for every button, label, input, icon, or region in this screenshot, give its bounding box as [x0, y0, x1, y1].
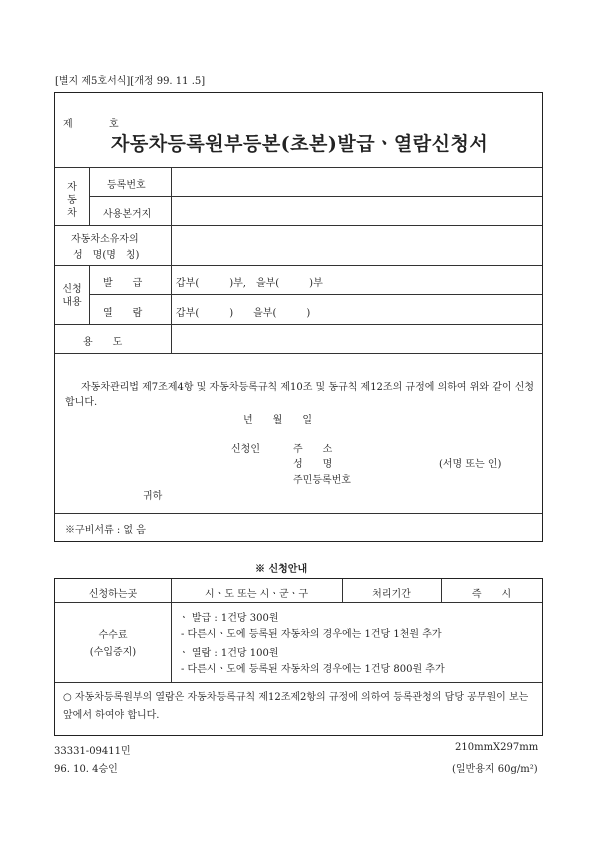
- fee-view-note: - 다른시ㆍ도에 등록된 자동차의 경우에는 1건당 800원 추가: [181, 664, 445, 675]
- resident-number-label: 주민등록번호: [293, 475, 351, 486]
- addressee: 귀하: [143, 491, 163, 502]
- application-form: [54, 92, 543, 542]
- footer-paper: (일반용지 60g/m²): [452, 764, 538, 775]
- issue-value[interactable]: 갑부( )부, 을부( )부: [176, 278, 323, 289]
- form-number-suffix: 호: [109, 119, 119, 130]
- application-statement: 자동차관리법 제7조제4항 및 자동차등록규칙 제10조 및 동규칙 제12조의 규정에 의하여 위와 같이 신청합니다.: [65, 382, 535, 408]
- owner-label-line2: 성 명(명 칭): [73, 250, 140, 261]
- required-documents: ※구비서류 : 없 음: [65, 525, 146, 536]
- purpose-field[interactable]: [173, 326, 539, 351]
- registration-number-field[interactable]: [173, 169, 539, 194]
- office-value: 시ㆍ도 또는 시ㆍ군ㆍ구: [205, 589, 308, 600]
- footer-size: 210mmX297mm: [455, 742, 539, 753]
- guide-title: ※ 신청안내: [255, 564, 308, 575]
- period-label: 처리기간: [372, 589, 411, 600]
- footer-code: 33331-09411민: [54, 746, 131, 757]
- fee-issue: ㆍ 발급 : 1건당 300원: [179, 613, 279, 624]
- form-header: [별지 제5호서식][개정 99. 11 .5]: [55, 76, 206, 87]
- owner-name-field[interactable]: [173, 227, 539, 263]
- form-title: 자동차등록원부등본(초본)발급ㆍ열람신청서: [111, 133, 489, 155]
- fee-sublabel: (수입증지): [89, 647, 137, 658]
- guide-note: ○ 자동차등록원부의 열람은 자동차등록규칙 제12조제2항의 규정에 의하여 등록관청의 담당 공무원이 보는 앞에서 하여야 합니다.: [63, 692, 529, 721]
- application-guide: [54, 578, 543, 736]
- registration-number-label: 등록번호: [107, 180, 146, 191]
- request-group-label: 신청 내용: [62, 284, 82, 308]
- view-value[interactable]: 갑부( ) 을부( ): [176, 308, 311, 319]
- purpose-label: 용 도: [83, 337, 123, 348]
- form-number-label: 제: [63, 119, 73, 130]
- fee-label: 수수료: [98, 630, 128, 641]
- footer-approval: 96. 10. 4승인: [54, 764, 118, 775]
- applicant-label: 신청인: [231, 444, 260, 455]
- issue-label: 발 급: [103, 278, 143, 289]
- date-line: 년 월 일: [243, 415, 312, 426]
- address-label: 주 소: [293, 444, 333, 455]
- office-label: 신청하는곳: [88, 589, 138, 600]
- signature-note: (서명 또는 인): [439, 459, 502, 470]
- owner-label-line1: 자동차소유자의: [71, 234, 139, 245]
- base-location-field[interactable]: [173, 198, 539, 223]
- period-value: 즉 시: [471, 589, 512, 600]
- name-label: 성 명: [293, 459, 333, 470]
- fee-issue-note: - 다른시ㆍ도에 등록된 자동차의 경우에는 1건당 1천원 추가: [181, 629, 442, 640]
- vehicle-group-label: 자 동 차: [67, 182, 77, 219]
- view-label: 열 람: [103, 308, 143, 319]
- fee-view: ㆍ 열람 : 1건당 100원: [179, 648, 279, 659]
- base-location-label: 사용본거지: [103, 209, 152, 220]
